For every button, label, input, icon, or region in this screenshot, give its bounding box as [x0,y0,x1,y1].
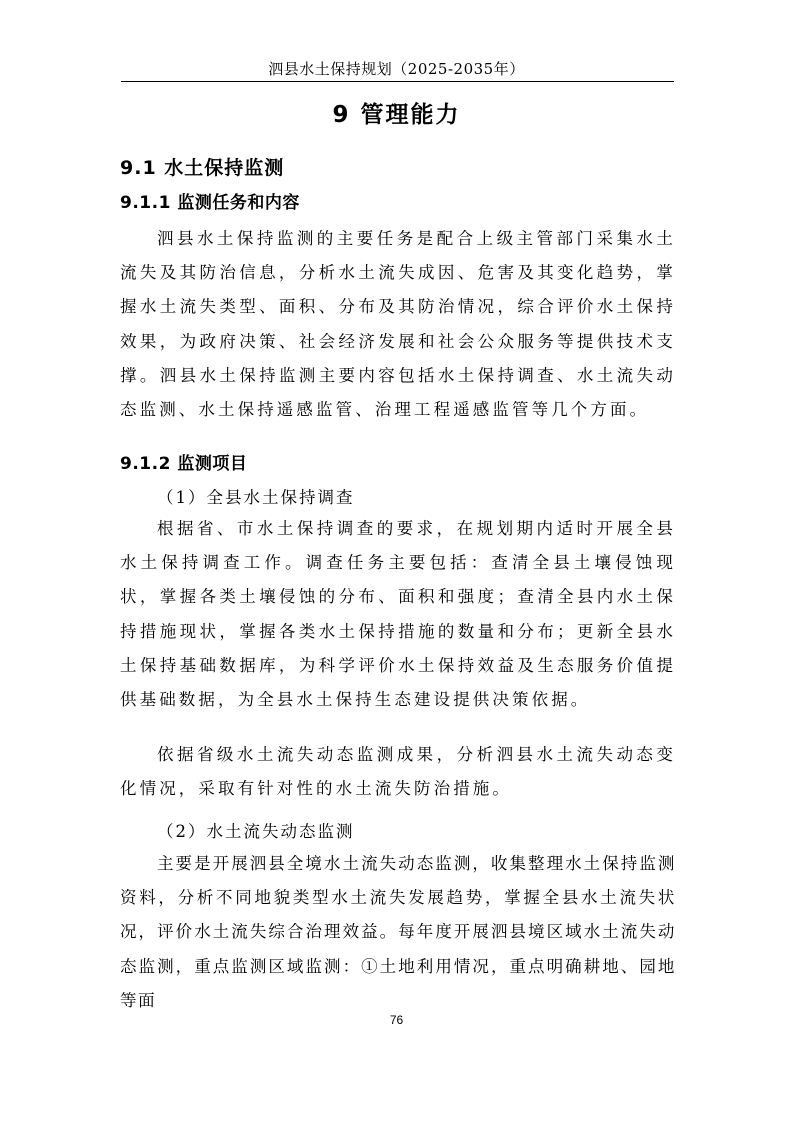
running-header: 泗县水土保持规划（2025-2035年） [268,60,525,78]
paragraph-erosion-monitoring: 主要是开展泗县全境水土流失动态监测，收集整理水土保持监测资料，分析不同地貌类型水土流失发展趋势，掌握全县水土流失状况，评价水土流失综合治理效益。每年度开展泗县境区域水土流失动态监测，重点监测区域监测：①土地利用情况，重点明确耕地、园地等面 [120,854,676,1010]
section-heading-9-1: 9.1 水土保持监测 [120,157,285,179]
page-number: 76 [389,1013,404,1027]
paragraph-monitoring-tasks: 泗县水土保持监测的主要任务是配合上级主管部门采集水土流失及其防治信息，分析水土流失成因、危害及其变化趋势，掌握水土流失类型、面积、分布及其防治情况，综合评价水土保持效果，为政府决策、社会经济发展和社会公众服务等提供技术支撑。泗县水土保持监测主要内容包括水土保持调查、水土流失动态监测、水土保持遥感监管、治理工程遥感监管等几个方面。 [120,229,676,420]
section-heading-9-1-1: 9.1.1 监测任务和内容 [120,193,300,213]
chapter-title: 9 管理能力 [332,102,461,128]
section-heading-9-1-2: 9.1.2 监测项目 [120,454,248,474]
item-1-label: （1）全县水土保持调查 [157,488,355,507]
paragraph-dynamic-analysis: 依据省级水土流失动态监测成果，分析泗县水土流失动态变化情况，采取有针对性的水土流失防治措施。 [120,745,676,799]
item-2-label: （2）水土流失动态监测 [157,822,355,841]
header-rule [121,81,674,82]
paragraph-county-survey: 根据省、市水土保持调查的要求，在规划期内适时开展全县水土保持调查工作。调查任务主要包括：查清全县土壤侵蚀现状，掌握各类土壤侵蚀的分布、面积和强度；查清全县内水土保持措施现状，掌握各类水土保持措施的数量和分布；更新全县水土保持基础数据库，为科学评价水土保持效益及生态服务价值提供基础数据，为全县水土保持生态建设提供决策依据。 [120,519,676,710]
